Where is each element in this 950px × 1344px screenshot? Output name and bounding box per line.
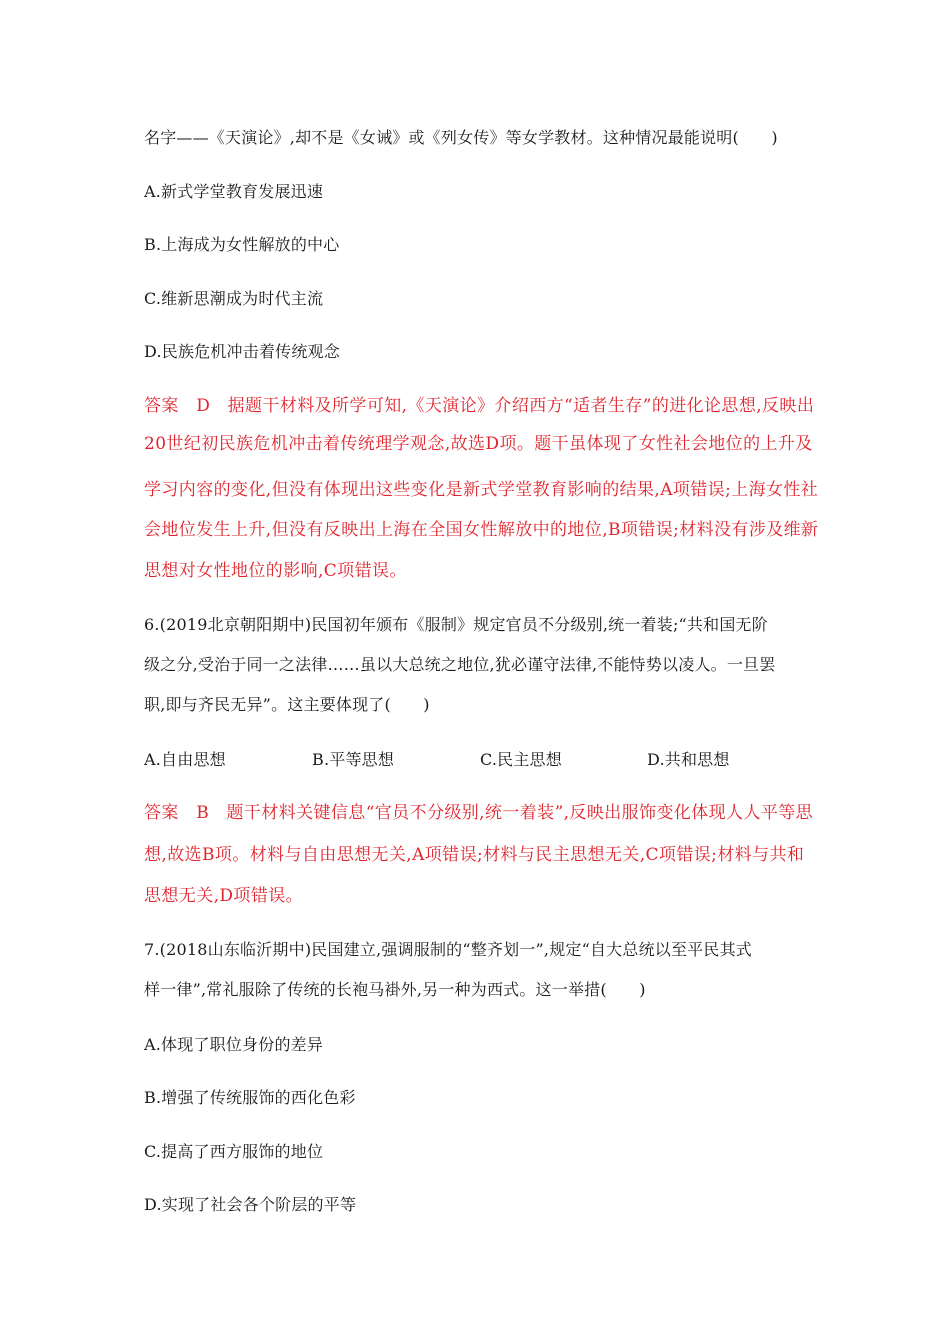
q5-option-a: A.新式学堂教育发展迅速 xyxy=(144,182,324,201)
q6-option-b: B.平等思想 xyxy=(312,750,395,769)
q6-stem-line: 6.(2019北京朝阳期中)民国初年颁布《服制》规定官员不分级别,统一着装;“共和国无阶 xyxy=(144,615,768,634)
q6-answer-line: 答案 B 题干材料关键信息“官员不分级别,统一着装”,反映出服饰变化体现人人平等思 xyxy=(144,803,814,823)
q5-answer-line: 20世纪初民族危机冲击着传统理学观念,故选D项。题干虽体现了女性社会地位的上升及 xyxy=(144,434,813,454)
q5-answer-line: 思想对女性地位的影响,C项错误。 xyxy=(144,561,407,581)
q7-option-c: C.提高了西方服饰的地位 xyxy=(144,1142,324,1161)
q6-option-d: D.共和思想 xyxy=(647,750,730,769)
q5-answer-line: 学习内容的变化,但没有体现出这些变化是新式学堂教育影响的结果,A项错误;上海女性社 xyxy=(144,480,819,500)
q5-option-b: B.上海成为女性解放的中心 xyxy=(144,235,340,254)
q7-stem-line: 7.(2018山东临沂期中)民国建立,强调服制的“整齐划一”,规定“自大总统以至平民其式 xyxy=(144,940,752,959)
q7-option-b: B.增强了传统服饰的西化色彩 xyxy=(144,1088,356,1107)
q7-stem-line: 样一律”,常礼服除了传统的长袍马褂外,另一种为西式。这一举措( ) xyxy=(144,980,646,999)
q5-answer-line: 会地位发生上升,但没有反映出上海在全国女性解放中的地位,B项错误;材料没有涉及维新 xyxy=(144,520,819,540)
q5-option-d: D.民族危机冲击着传统观念 xyxy=(144,342,340,361)
q6-options-row xyxy=(144,749,808,771)
q5-answer-line: 答案 D 据题干材料及所学可知,《天演论》介绍西方“适者生存”的进化论思想,反映出 xyxy=(144,396,815,416)
q6-answer-line: 想,故选B项。材料与自由思想无关,A项错误;材料与民主思想无关,C项错误;材料与共和 xyxy=(144,845,805,865)
q7-option-a: A.体现了职位身份的差异 xyxy=(144,1035,324,1054)
q5-option-c: C.维新思潮成为时代主流 xyxy=(144,289,324,308)
q7-option-d: D.实现了社会各个阶层的平等 xyxy=(144,1195,357,1214)
q6-stem-line: 职,即与齐民无异”。这主要体现了( ) xyxy=(144,695,430,714)
q6-option-a: A.自由思想 xyxy=(144,750,226,769)
q6-option-c: C.民主思想 xyxy=(480,750,562,769)
q6-stem-line: 级之分,受治于同一之法律……虽以大总统之地位,犹必谨守法律,不能恃势以凌人。一旦罢 xyxy=(144,655,776,674)
q6-answer-line: 思想无关,D项错误。 xyxy=(144,886,304,906)
q5-stem: 名字——《天演论》,却不是《女诫》或《列女传》等女学教材。这种情况最能说明( ) xyxy=(144,128,778,147)
